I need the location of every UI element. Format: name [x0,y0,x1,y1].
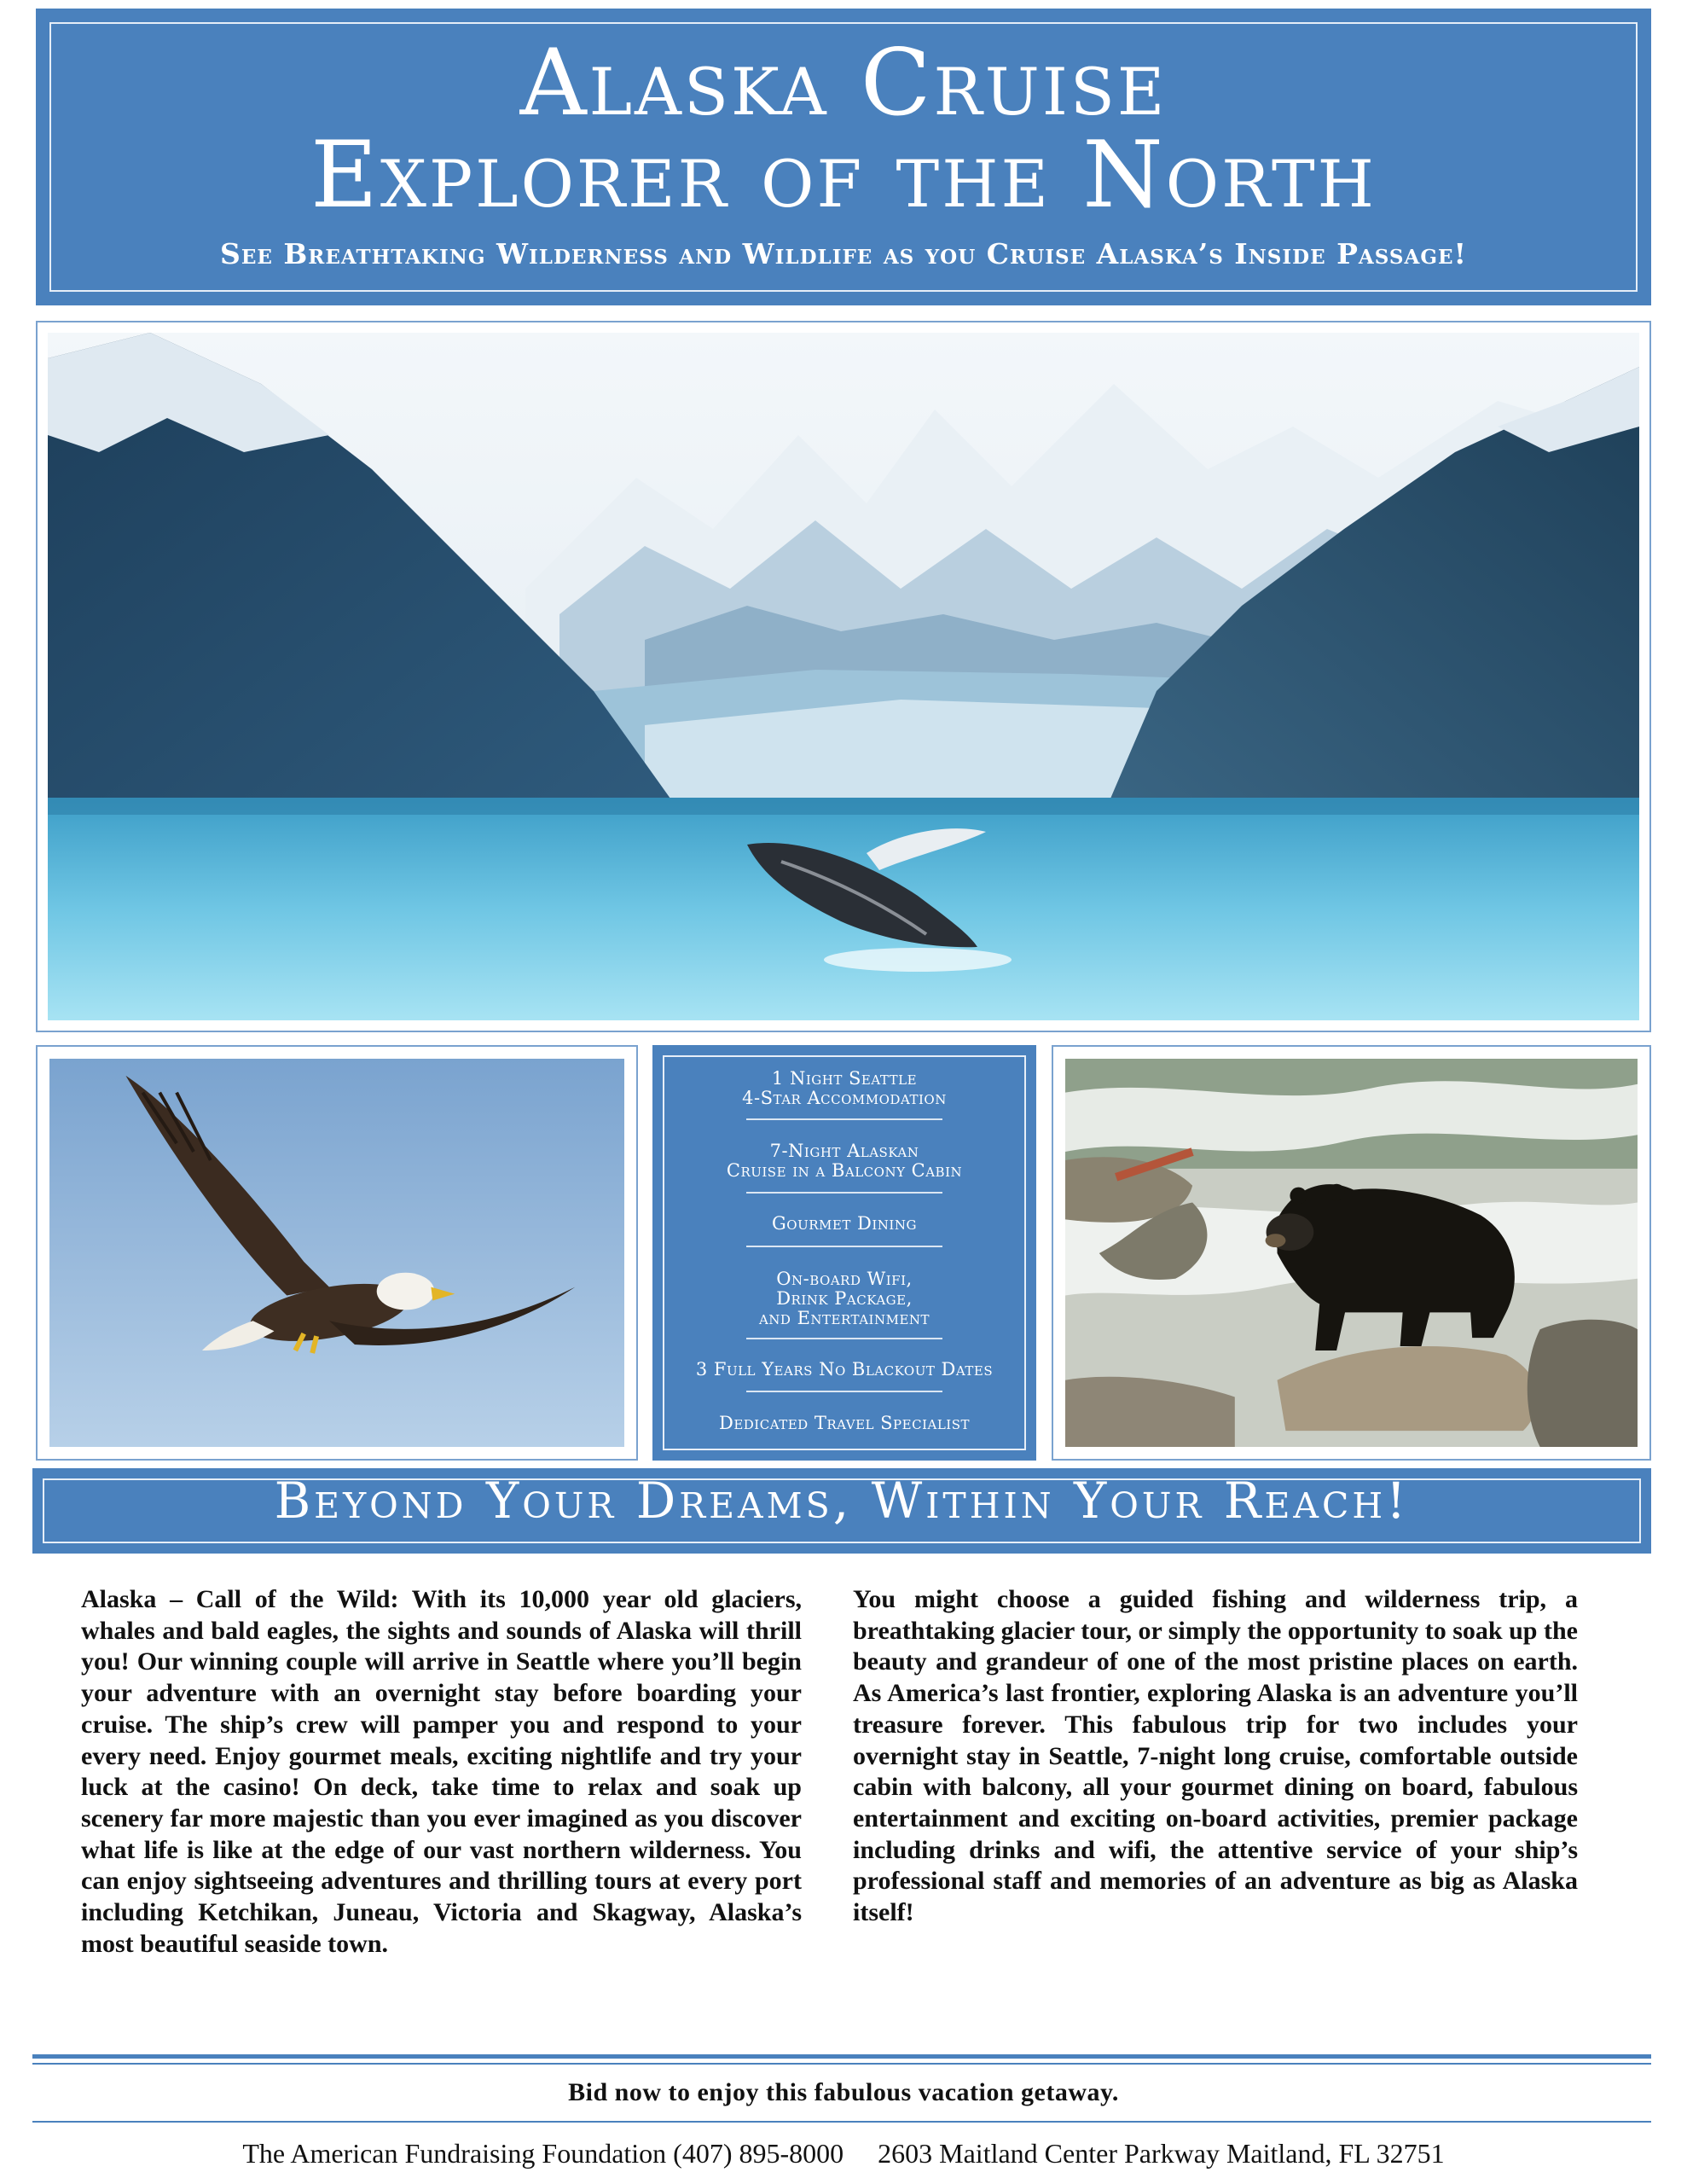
slogan-text: Beyond Your Dreams, Within Your Reach! [274,1472,1410,1530]
bald-eagle-illustration [49,1059,624,1447]
feature-alaskan-cruise: 7-Night Alaskan Cruise in a Balcony Cabin [726,1141,963,1181]
slogan-banner [32,1468,1651,1554]
footer-rule-bottom [32,2121,1651,2123]
glacier-whale-photo [48,333,1639,1020]
hero-photo-frame [36,321,1651,1032]
call-to-action: Bid now to enjoy this fabulous vacation getaway. [568,2078,1119,2106]
title-line-2: Explorer of the North [310,122,1377,229]
contact-info: The American Fundraising Foundation (407) 895-8000 2603 Maitland Center Parkway Maitland, FL 32751 [242,2138,1445,2169]
feature-wifi-drinks-entertainment: On-board Wifi, Drink Package, and Entertainment [758,1269,930,1328]
footer-rule-top-thin [32,2063,1651,2065]
footer-rule-top [32,2054,1651,2059]
feature-travel-specialist: Dedicated Travel Specialist [718,1413,971,1433]
package-features-box [652,1045,1036,1461]
black-bear-illustration [1065,1059,1638,1447]
glacier-whale-illustration [48,333,1639,1020]
eagle-photo-frame [36,1045,638,1461]
feature-no-blackout-dates: 3 Full Years No Blackout Dates [695,1359,994,1380]
black-bear-photo [1065,1059,1638,1447]
feature-divider [746,1246,942,1247]
description-right-column: You might choose a guided fishing and wilderness trip, a breathtaking glacier tour, or simply the opportunity to soak up the beauty and grandeur of one of the most pristine places on earth. As America’s last frontier, exploring Alaska is an adventure you’ll treasure forever. This fabulous trip for two includes your overnight stay in Seattle, 7-night long cruise, comfortable outside cabin with balcony, all your gourmet dining on board, fabulous entertainment and exciting on-board activities, premier package including drinks and wifi, the attentive service of your ship’s professional staff and memories of an adventure as big as Alaska itself! [853,1585,1578,1927]
feature-divider [746,1118,942,1120]
feature-divider [746,1338,942,1339]
feature-seattle-stay: 1 Night Seattle 4-Star Accommodation [742,1068,947,1108]
subtitle: See Breathtaking Wilderness and Wildlife as you Cruise Alaska’s Inside Passage! [220,237,1467,270]
bald-eagle-photo [49,1059,624,1447]
bear-photo-frame [1052,1045,1651,1461]
feature-divider [746,1192,942,1194]
title-line-1: Alaska Cruise [519,30,1168,136]
feature-divider [746,1391,942,1392]
description-left-column: Alaska – Call of the Wild: With its 10,000 year old glaciers, whales and bald eagles, the sights and sounds of Alaska will thrill you! Our winning couple will arrive in Seattle where you’ll begin your adventure with an overnight stay before boarding your cruise. The ship’s crew will pamper you and respond to your every need. Enjoy gourmet meals, exciting nightlife and try your luck at the casino! On deck, take time to relax and soak up scenery far more majestic than you ever imagined as you discover what life is like at the edge of our vast northern wilderness. You can enjoy sightseeing adventures and thrilling tours at every port including Ketchikan, Juneau, Victoria and Skagway, Alaska’s most beautiful seaside town. [81,1585,802,1958]
feature-gourmet-dining: Gourmet Dining [772,1213,917,1234]
title-banner [36,9,1651,305]
